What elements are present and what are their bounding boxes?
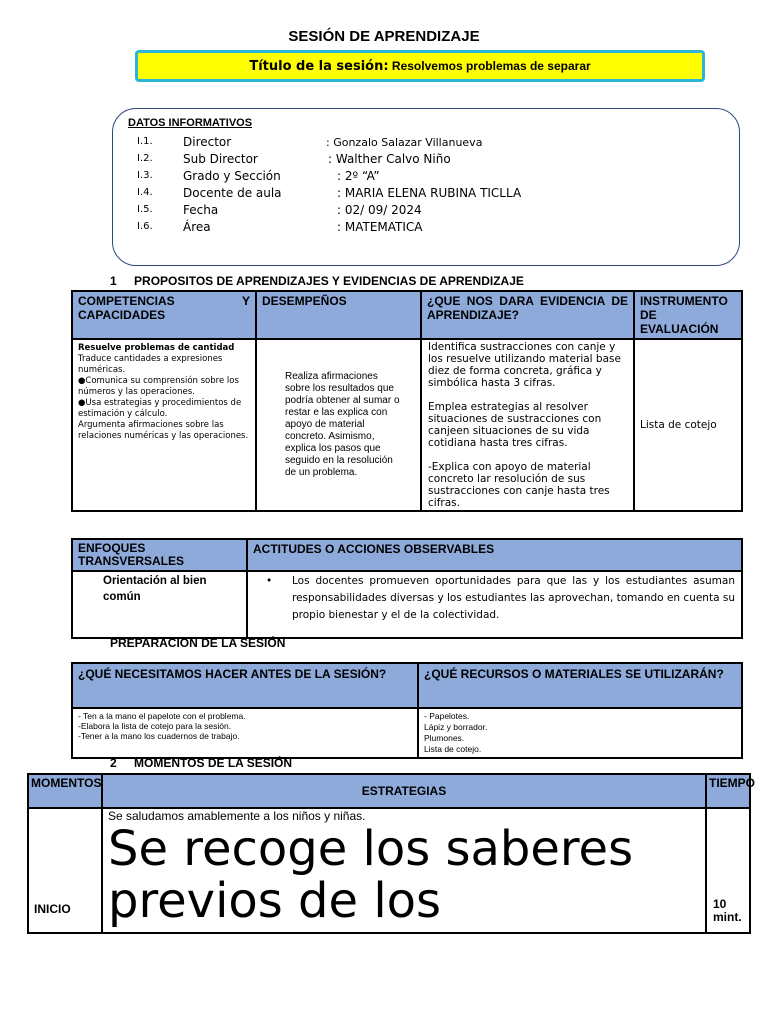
competencia-line: Traduce cantidades a expresiones numéricas. <box>78 354 223 375</box>
competencia-line: ●Usa estrategias y procedimientos de estimación y cálculo. <box>78 398 242 419</box>
antes-cell <box>72 708 418 758</box>
accion-cell <box>247 571 742 638</box>
tiempo-cell <box>706 808 750 933</box>
enfoque-cell <box>72 571 247 638</box>
header-momentos: MOMENTOS <box>28 774 102 808</box>
datos-row-key: Sub Director <box>183 152 258 166</box>
session-colon: : <box>383 58 389 74</box>
section1-num: 1 <box>110 274 117 288</box>
recurso-item: Lápiz y borrador. <box>424 722 488 732</box>
competencia-line: ●Comunica su comprensión sobre los números y las operaciones. <box>78 376 239 397</box>
header-competencias: COMPETENCIAS Y CAPACIDADES <box>72 291 256 339</box>
header-enfoques: ENFOQUES TRANSVERSALES <box>72 539 247 571</box>
momento-cell <box>28 808 102 933</box>
evidencia-item: -Explica con apoyo de material concreto lar resolución de sus sustracciones con canje hasta tres cifras. <box>428 461 610 509</box>
datos-row-value: : Walther Calvo Niño <box>328 152 451 166</box>
datos-row-key: Director <box>183 135 232 149</box>
session-label: Título de la sesión <box>249 58 384 74</box>
datos-row-value: : MATEMATICA <box>337 220 423 234</box>
instrumento-cell <box>634 339 742 511</box>
momentos-table <box>27 773 756 934</box>
datos-row-value: : Gonzalo Salazar Villanueva <box>326 136 483 149</box>
preparacion-table <box>71 662 743 759</box>
enfoque-text: Orientación al bien común <box>103 575 207 603</box>
datos-row-num: I.3. <box>137 170 153 181</box>
datos-row-key: Docente de aula <box>183 186 282 200</box>
datos-title: DATOS INFORMATIVOS <box>128 117 253 129</box>
greeting-text: Se saludamos amablemente a los niños y niñas. <box>108 809 366 823</box>
section2-num: 2 <box>110 756 117 770</box>
recursos-cell <box>418 708 742 758</box>
section2-heading <box>110 756 292 770</box>
recurso-item: - Papelotes. <box>424 711 470 721</box>
antes-item: -Tener a la mano los cuadernos de trabajo. <box>78 731 240 741</box>
datos-row-num: I.1. <box>137 136 153 147</box>
datos-row-value: : 2º “A” <box>337 169 380 183</box>
session-value: Resolvemos problemas de separar <box>388 59 591 73</box>
antes-item: - Ten a la mano el papelote con el problema. <box>78 711 246 721</box>
header-antes: ¿QUÉ NECESITAMOS HACER ANTES DE LA SESIÓN? <box>72 663 418 708</box>
preparacion-heading: PREPARACION DE LA SESIÓN <box>110 636 286 650</box>
datos-row-key: Área <box>183 220 211 234</box>
enfoques-table <box>71 538 743 639</box>
datos-row-value: : 02/ 09/ 2024 <box>337 203 422 217</box>
competencia-line: Argumenta afirmaciones sobre las relaciones numéricas y las operaciones. <box>78 420 249 441</box>
datos-row-num: I.5. <box>137 204 153 215</box>
momento-text: INICIO <box>34 902 71 916</box>
tiempo-text: 10 mint. <box>713 897 742 924</box>
big-strategy-text: Se recoge los saberes previos de los <box>108 821 634 929</box>
datos-row-key: Grado y Sección <box>183 169 281 183</box>
datos-row-num: I.6. <box>137 221 153 232</box>
datos-row-num: I.2. <box>137 153 153 164</box>
evidencia-cell <box>421 339 634 511</box>
bullet: • <box>266 575 273 587</box>
datos-row-key: Fecha <box>183 203 219 217</box>
section1-heading <box>110 274 524 288</box>
estrategias-cell <box>102 808 706 933</box>
instrumento-text: Lista de cotejo <box>640 419 717 431</box>
propositos-table <box>71 290 743 512</box>
desempeno-text: Realiza afirmaciones sobre los resultados que podría obtener al sumar o restar e las explica con apoyo de material concreto. Asimismo, explica los pasos que seguido en la resolución de un problema. <box>285 371 400 478</box>
session-title-box <box>135 50 705 82</box>
datos-row-value: : MARIA ELENA RUBINA TICLLA <box>337 186 522 200</box>
page-title: SESIÓN DE APRENDIZAJE <box>288 28 480 45</box>
recurso-item: Plumones. <box>424 733 465 743</box>
competencia-title: Resuelve problemas de cantidad <box>78 343 235 353</box>
evidencia-item: Identifica sustracciones con canje y los resuelve utilizando material base diez de forma concreta, gráfica y simbólica hasta 3 cifras. <box>428 341 621 389</box>
recurso-item: Lista de cotejo. <box>424 744 482 754</box>
header-estrategias: ESTRATEGIAS <box>102 774 706 808</box>
header-instrumento: INSTRUMENTO DE EVALUACIÓN <box>634 291 742 339</box>
section1-title: PROPOSITOS DE APRENDIZAJES Y EVIDENCIAS DE APRENDIZAJE <box>134 274 524 288</box>
datos-row-num: I.4. <box>137 187 153 198</box>
header-desempenos: DESEMPEÑOS <box>256 291 421 339</box>
header-recursos: ¿QUÉ RECURSOS O MATERIALES SE UTILIZARÁN? <box>418 663 742 708</box>
section2-title: MOMENTOS DE LA SESIÓN <box>134 756 293 770</box>
header-actitudes: ACTITUDES O ACCIONES OBSERVABLES <box>247 539 742 571</box>
desempeno-cell <box>256 339 421 511</box>
accion-text: Los docentes promueven oportunidades para que las y los estudiantes asuman responsabilidades diversas y los estudiantes las aprovechan, tomando en cuenta su propio bienestar y el de la colectividad. <box>292 575 735 621</box>
antes-item: -Elabora la lista de cotejo para la sesión. <box>78 721 232 731</box>
evidencia-item: Emplea estrategias al resolver situaciones de sustracciones con canjeen situaciones de su vida cotidiana hasta tres cifras. <box>428 401 602 449</box>
header-tiempo: TIEMPO <box>706 774 750 808</box>
header-evidencia: ¿QUE NOS DARA EVIDENCIA DE APRENDIZAJE? <box>421 291 634 339</box>
competencias-cell <box>72 339 256 511</box>
